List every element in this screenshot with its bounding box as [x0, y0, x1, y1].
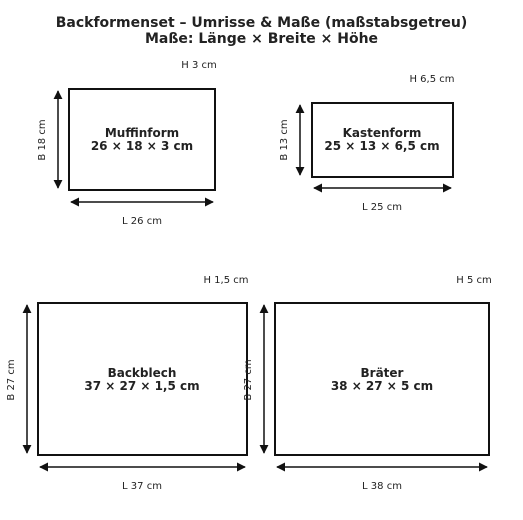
diagram-title: Backformenset – Umrisse & Maße (maßstabsgetreu): [55, 15, 468, 31]
kastenform-dims: 25 × 13 × 6,5 cm: [324, 139, 440, 153]
braeter-name: Bräter: [360, 366, 404, 380]
backblech-width-label: B 27 cm: [6, 359, 17, 401]
kastenform-height-label: H 6,5 cm: [409, 74, 455, 85]
muffinform-width-label: B 18 cm: [37, 119, 48, 161]
diagram-subtitle: Maße: Länge × Breite × Höhe: [144, 31, 379, 47]
muffinform-dims: 26 × 18 × 3 cm: [90, 139, 194, 153]
pan-kastenform: [279, 74, 455, 213]
muffinform-name: Muffinform: [104, 126, 180, 140]
backblech-length-label: L 37 cm: [122, 481, 162, 492]
pan-braeter: [243, 275, 492, 492]
muffinform-height-label: H 3 cm: [181, 60, 217, 71]
backblech-name: Backblech: [107, 366, 177, 380]
pan-muffinform: [37, 60, 217, 227]
braeter-width-label: B 27 cm: [243, 359, 254, 401]
backblech-dims: 37 × 27 × 1,5 cm: [84, 379, 200, 393]
kastenform-width-label: B 13 cm: [279, 119, 290, 161]
pan-backblech: [6, 275, 249, 492]
braeter-dims: 38 × 27 × 5 cm: [330, 379, 434, 393]
braeter-height-label: H 5 cm: [456, 275, 492, 286]
braeter-length-label: L 38 cm: [362, 481, 402, 492]
muffinform-length-label: L 26 cm: [122, 216, 162, 227]
kastenform-name: Kastenform: [342, 126, 422, 140]
kastenform-length-label: L 25 cm: [362, 202, 402, 213]
backblech-height-label: H 1,5 cm: [203, 275, 249, 286]
